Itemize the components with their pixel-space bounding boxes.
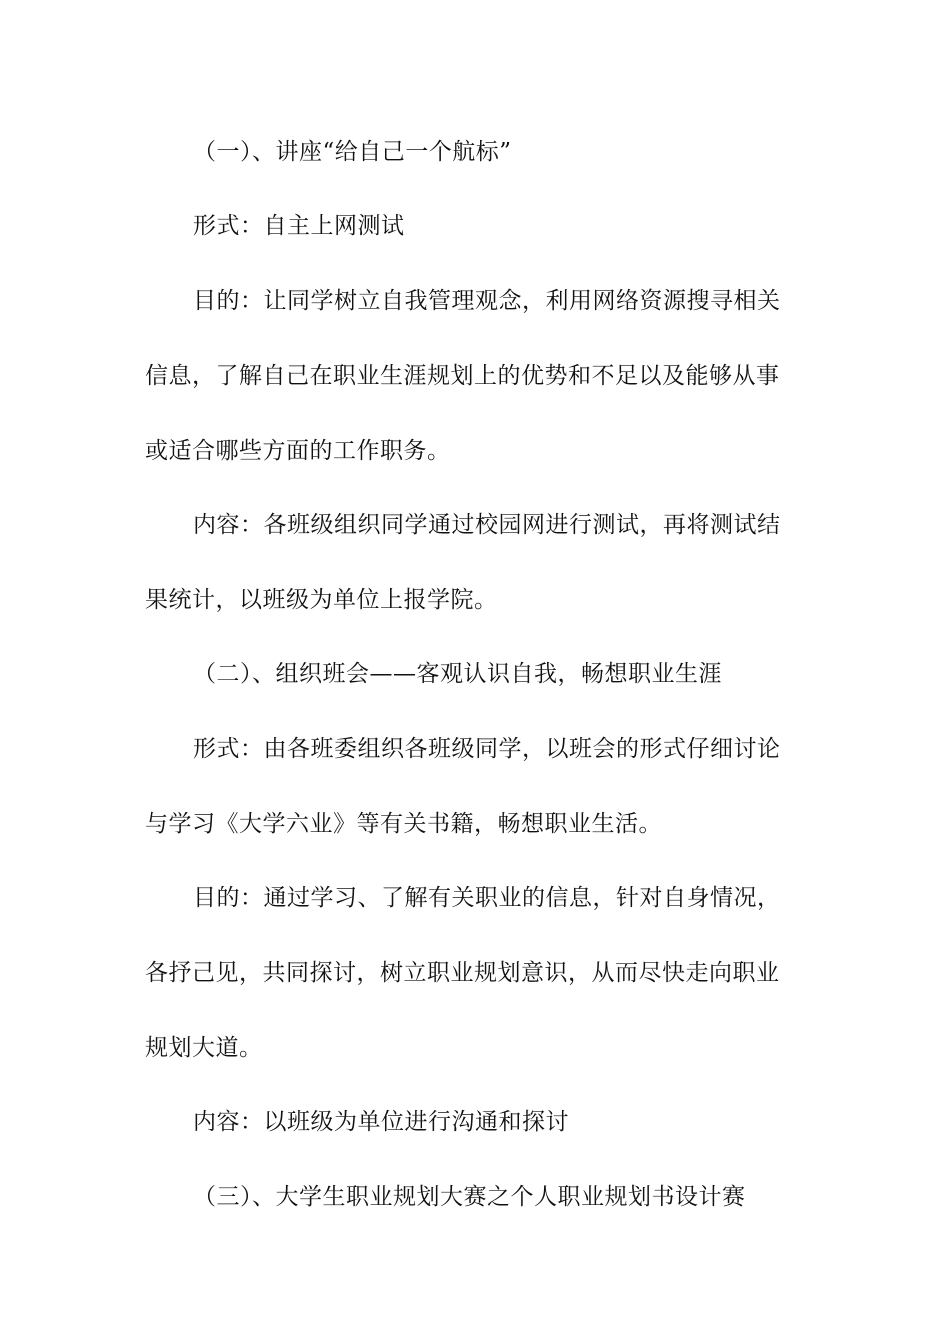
section-heading-2: （二）、组织班会——客观认识自我，畅想职业生涯 <box>193 661 722 687</box>
paragraph-line: 内容：以班级为单位进行沟通和探讨 <box>193 1109 569 1135</box>
paragraph-line: 形式：自主上网测试 <box>193 213 405 239</box>
paragraph-line: 各抒己见，共同探讨，树立职业规划意识，从而尽快走向职业 <box>145 960 780 986</box>
paragraph-line: 目的：让同学树立自我管理观念，利用网络资源搜寻相关 <box>193 288 781 314</box>
paragraph-line: 目的：通过学习、了解有关职业的信息，针对自身情况， <box>193 885 781 911</box>
paragraph-line: 形式：由各班委组织各班级同学，以班会的形式仔细讨论 <box>193 736 781 762</box>
paragraph-line: 信息，了解自己在职业生涯规划上的优势和不足以及能够从事 <box>145 363 780 389</box>
paragraph-line: 与学习《大学六业》等有关书籍，畅想职业生活。 <box>145 811 662 837</box>
section-heading-1: （一）、讲座“给自己一个航标” <box>193 139 512 165</box>
section-heading-3: （三）、大学生职业规划大赛之个人职业规划书设计赛 <box>193 1184 746 1210</box>
paragraph-line: 或适合哪些方面的工作职务。 <box>145 438 451 464</box>
paragraph-line: 规划大道。 <box>145 1035 263 1061</box>
paragraph-line: 内容：各班级组织同学通过校园网进行测试，再将测试结 <box>193 512 781 538</box>
paragraph-line: 果统计，以班级为单位上报学院。 <box>145 587 498 613</box>
